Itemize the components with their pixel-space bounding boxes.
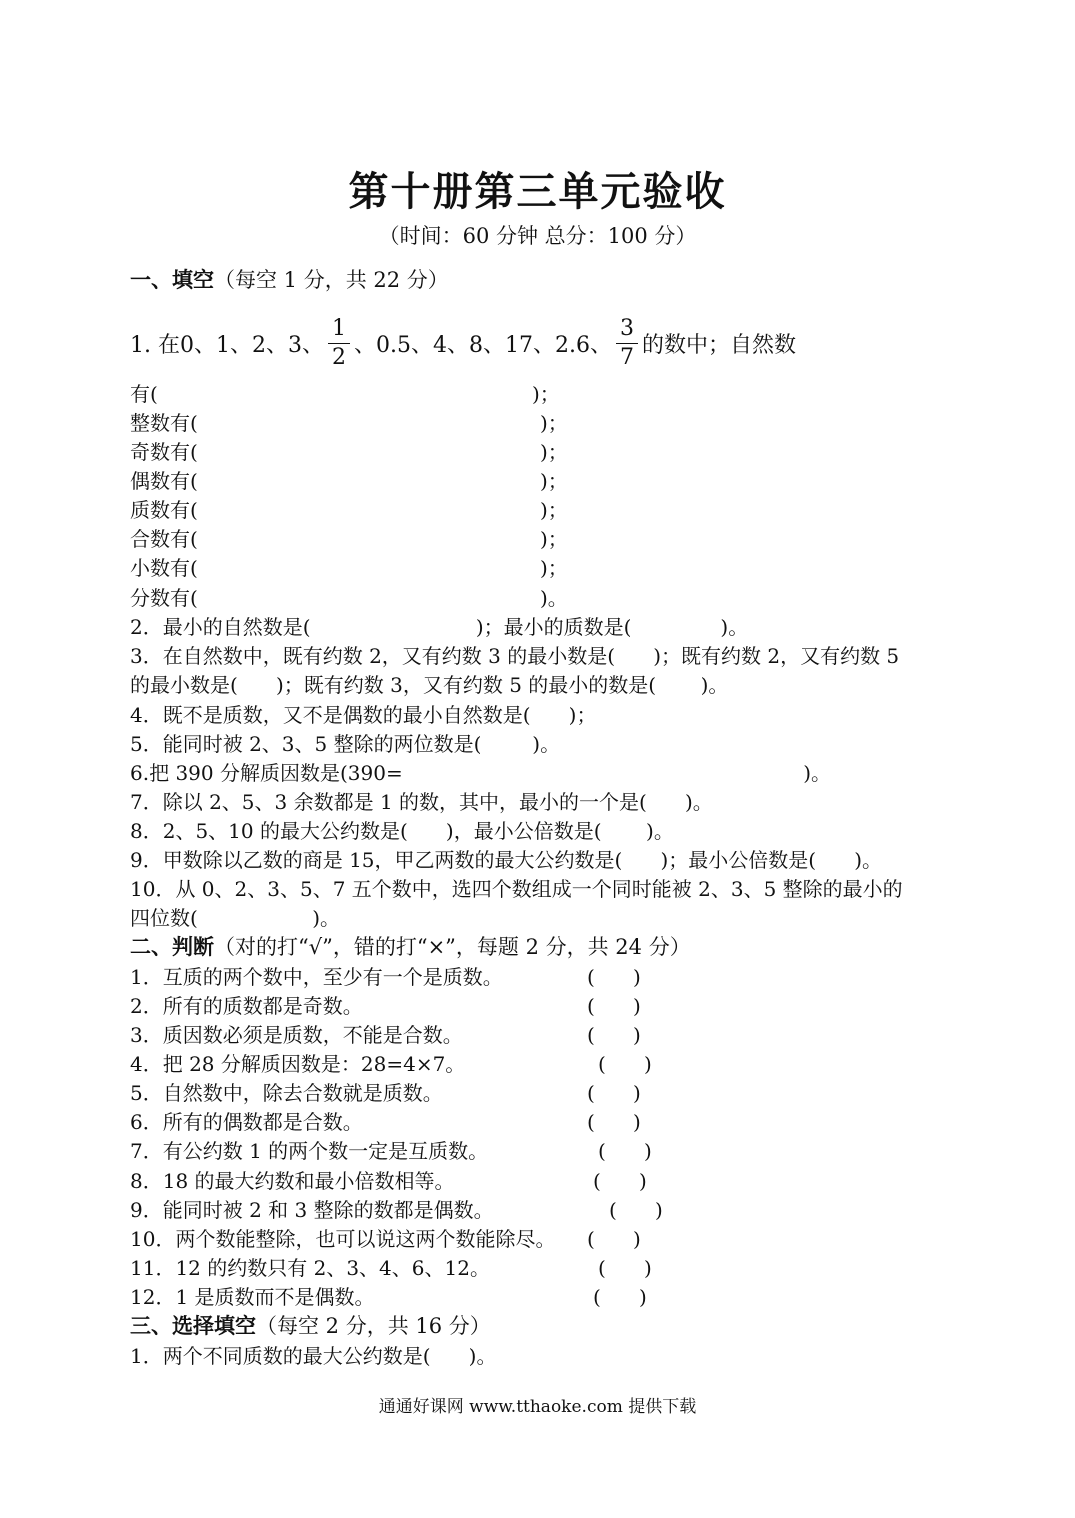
answer-row-label: 奇数有( bbox=[130, 440, 198, 464]
answer-row-label: 有( bbox=[130, 382, 158, 406]
question-1 bbox=[130, 318, 796, 378]
judge-item: 10．两个数能整除，也可以说这两个数能除尽。 bbox=[130, 1227, 556, 1251]
fill-question: 9．甲数除以乙数的商是 15，甲乙两数的最大公约数是( )；最小公倍数是( )。 bbox=[130, 848, 883, 872]
choice-question: 1．两个不同质数的最大公约数是( )。 bbox=[130, 1344, 497, 1368]
fraction-numerator: 1 bbox=[328, 318, 350, 344]
section-3-note: （每空 2 分，共 16 分） bbox=[256, 1314, 491, 1338]
section-1-note: （每空 1 分，共 22 分） bbox=[214, 268, 449, 292]
exam-info: （时间：60 分钟 总分：100 分） bbox=[378, 224, 697, 248]
answer-blank-close[interactable]: )； bbox=[540, 527, 568, 551]
section-3-header bbox=[130, 1316, 491, 1337]
judge-item: 7．有公约数 1 的两个数一定是互质数。 bbox=[130, 1139, 489, 1163]
judge-item: 3．质因数必须是质数，不能是合数。 bbox=[130, 1023, 463, 1047]
fill-question-continued: 四位数( )。 bbox=[130, 906, 341, 930]
answer-blank-close[interactable]: )； bbox=[540, 411, 568, 435]
fraction-denominator: 7 bbox=[619, 345, 634, 370]
judge-answer-paren[interactable]: ( ) bbox=[587, 1023, 641, 1047]
judge-answer-paren[interactable]: ( ) bbox=[587, 1110, 641, 1134]
fill-question: 5．能同时被 2、3、5 整除的两位数是( )。 bbox=[130, 732, 561, 756]
section-2-note: （对的打“√”，错的打“×”，每题 2 分，共 24 分） bbox=[214, 935, 691, 959]
fill-question: 2．最小的自然数是( )；最小的质数是( )。 bbox=[130, 615, 749, 639]
section-1-header bbox=[130, 270, 449, 291]
q1-suffix: 的数中；自然数 bbox=[641, 333, 796, 358]
answer-row-label: 质数有( bbox=[130, 498, 198, 522]
fraction-denominator: 2 bbox=[331, 345, 346, 370]
judge-item: 12．1 是质数而不是偶数。 bbox=[130, 1285, 375, 1309]
answer-blank-close[interactable]: )； bbox=[532, 382, 560, 406]
judge-item: 8．18 的最大约数和最小倍数相等。 bbox=[130, 1169, 455, 1193]
answer-blank-close[interactable]: )； bbox=[540, 556, 568, 580]
fill-question: 8．2、5、10 的最大公约数是( )，最小公倍数是( )。 bbox=[130, 819, 674, 843]
page-title: 第十册第三单元验收 bbox=[348, 168, 727, 215]
fraction-numerator: 3 bbox=[616, 318, 638, 344]
footer-source: 通通好课网 www.tthaoke.com 提供下载 bbox=[378, 1397, 697, 1417]
section-2-header bbox=[130, 937, 691, 958]
judge-item: 11．12 的约数只有 2、3、4、6、12。 bbox=[130, 1256, 490, 1280]
judge-answer-paren[interactable]: ( ) bbox=[587, 994, 641, 1018]
judge-item: 5．自然数中，除去合数就是质数。 bbox=[130, 1081, 443, 1105]
fill-question: 3．在自然数中，既有约数 2，又有约数 3 的最小数是( )；既有约数 2，又有约数 5 bbox=[130, 644, 900, 668]
judge-answer-paren[interactable]: ( ) bbox=[593, 1169, 647, 1193]
judge-answer-paren[interactable]: ( ) bbox=[587, 1081, 641, 1105]
answer-blank-close[interactable]: )； bbox=[540, 469, 568, 493]
judge-item: 9．能同时被 2 和 3 整除的数都是偶数。 bbox=[130, 1198, 494, 1222]
q1-middle: 、0.5、4、8、17、2.6、 bbox=[353, 333, 612, 358]
fill-question-continued: 的最小数是( )；既有约数 3，又有约数 5 的最小的数是( )。 bbox=[130, 673, 729, 697]
judge-answer-paren[interactable]: ( ) bbox=[587, 1227, 641, 1251]
judge-item: 6．所有的偶数都是合数。 bbox=[130, 1110, 363, 1134]
answer-row-label: 整数有( bbox=[130, 411, 198, 435]
judge-answer-paren[interactable]: ( ) bbox=[598, 1139, 652, 1163]
answer-row-label: 合数有( bbox=[130, 527, 198, 551]
judge-answer-paren[interactable]: ( ) bbox=[587, 965, 641, 989]
fill-question: 10．从 0、2、3、5、7 五个数中，选四个数组成一个同时能被 2、3、5 整除的最小的 bbox=[130, 877, 903, 901]
judge-item: 2．所有的质数都是奇数。 bbox=[130, 994, 363, 1018]
fill-question: 4．既不是质数，又不是偶数的最小自然数是( )； bbox=[130, 703, 597, 727]
judge-answer-paren[interactable]: ( ) bbox=[598, 1052, 652, 1076]
judge-answer-paren[interactable]: ( ) bbox=[598, 1256, 652, 1280]
section-3-heading: 三、选择填空 bbox=[130, 1314, 256, 1338]
q1-prefix: 1. 在0、1、2、3、 bbox=[130, 333, 324, 358]
answer-blank-close[interactable]: )。 bbox=[540, 586, 568, 610]
fill-question: 7．除以 2、5、3 余数都是 1 的数，其中，最小的一个是( )。 bbox=[130, 790, 713, 814]
answer-blank-close[interactable]: )； bbox=[540, 440, 568, 464]
answer-blank-close[interactable]: )； bbox=[540, 498, 568, 522]
section-1-heading: 一、填空 bbox=[130, 268, 214, 292]
section-2-heading: 二、判断 bbox=[130, 935, 214, 959]
judge-answer-paren[interactable]: ( ) bbox=[609, 1198, 663, 1222]
judge-item: 4．把 28 分解质因数是：28=4×7。 bbox=[130, 1052, 466, 1076]
fraction-one-half bbox=[328, 318, 350, 369]
fraction-three-sevenths bbox=[616, 318, 638, 369]
judge-answer-paren[interactable]: ( ) bbox=[593, 1285, 647, 1309]
answer-row-label: 分数有( bbox=[130, 586, 198, 610]
fill-question: 6.把 390 分解质因数是(390= )。 bbox=[130, 761, 832, 785]
answer-row-label: 小数有( bbox=[130, 556, 198, 580]
answer-row-label: 偶数有( bbox=[130, 469, 198, 493]
judge-item: 1．互质的两个数中，至少有一个是质数。 bbox=[130, 965, 503, 989]
